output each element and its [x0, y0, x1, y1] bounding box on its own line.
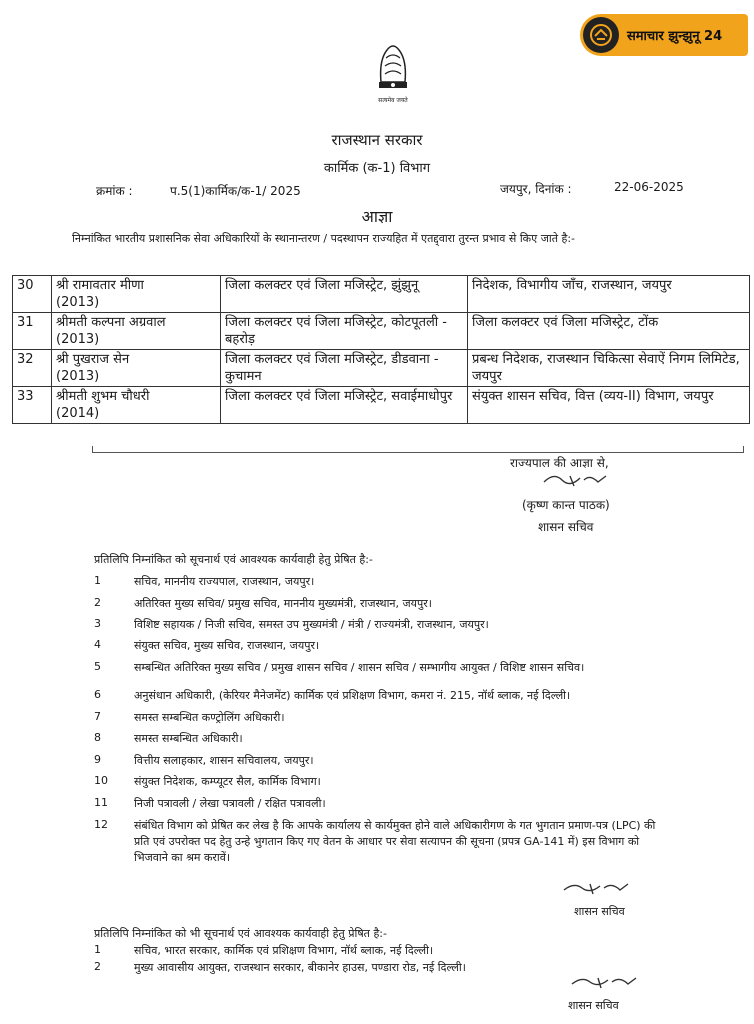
officer-batch: (2014) — [56, 406, 100, 421]
copy1-heading: प्रतिलिपि निम्नांकित को सूचनार्थ एवं आवश्यक कार्यवाही हेतु प्रेषित है:- — [94, 553, 373, 566]
new-post: जिला कलक्टर एवं जिला मजिस्ट्रेट, टोंक — [468, 313, 750, 350]
current-post: जिला कलक्टर एवं जिला मजिस्ट्रेट, सवाईमाधोपुर — [221, 387, 468, 424]
watermark-text: समाचार झुन्झुनू 24 — [627, 29, 723, 44]
current-post: जिला कलक्टर एवं जिला मजिस्ट्रेट, कोटपूतली - बहरोड़ — [221, 313, 468, 350]
ashoka-emblem-icon — [373, 38, 413, 94]
ref-label: क्रमांक : — [96, 184, 133, 198]
officer-cell — [52, 313, 221, 350]
signature-image — [560, 878, 630, 900]
table-row — [13, 276, 750, 313]
officer-name: श्रीमती शुभम चौधरी — [56, 389, 150, 404]
order-date: 22-06-2025 — [614, 180, 684, 194]
copy2-heading: प्रतिलिपि निम्नांकित को भी सूचनार्थ एवं आवश्यक कार्यवाही हेतु प्रेषित है:- — [94, 927, 387, 940]
officer-cell — [52, 276, 221, 313]
serial-no: 31 — [13, 313, 52, 350]
place-date-label: जयपुर, दिनांक : — [500, 182, 572, 196]
table-row — [13, 350, 750, 387]
signature-image — [568, 972, 638, 994]
officer-batch: (2013) — [56, 332, 100, 347]
current-post: जिला कलक्टर एवं जिला मजिस्ट्रेट, डीडवाना - कुचामन — [221, 350, 468, 387]
ref-value: प.5(1)कार्मिक/क-1/ 2025 — [170, 184, 301, 198]
officer-batch: (2013) — [56, 295, 100, 310]
new-post: निदेशक, विभागीय जाँच, राजस्थान, जयपुर — [468, 276, 750, 313]
table-row — [13, 313, 750, 350]
copy1-signatory-designation: शासन सचिव — [574, 905, 625, 918]
serial-no: 30 — [13, 276, 52, 313]
copy2-signatory-designation: शासन सचिव — [568, 999, 619, 1012]
current-post: जिला कलक्टर एवं जिला मजिस्ट्रेट, झुंझुनू — [221, 276, 468, 313]
signature-image — [540, 468, 610, 492]
emblem-motto: सत्यमेव जयते — [378, 97, 408, 104]
officer-batch: (2013) — [56, 369, 100, 384]
officer-name: श्री रामावतार मीणा — [56, 278, 144, 293]
state-emblem — [368, 38, 418, 104]
serial-no: 33 — [13, 387, 52, 424]
serial-no: 32 — [13, 350, 52, 387]
signatory-designation: शासन सचिव — [538, 520, 594, 534]
new-post: प्रबन्ध निदेशक, राजस्थान चिकित्सा सेवाऐं निगम लिमिटेड, जयपुर — [468, 350, 750, 387]
officer-name: श्री पुखराज सेन — [56, 352, 130, 367]
table-row — [13, 387, 750, 424]
order-intro: निम्नांकित भारतीय प्रशासनिक सेवा अधिकारियों के स्थानान्तरण / पदस्थापन राज्यहित में एतद्द्वारा तुरन्त प्रभाव से किए जाते है:- — [72, 232, 575, 245]
order-title: आज्ञा — [361, 207, 393, 226]
officer-cell — [52, 350, 221, 387]
signatory-name: (कृष्ण कान्त पाठक) — [522, 498, 610, 512]
watermark-logo-icon — [583, 17, 619, 53]
watermark-badge — [580, 14, 748, 56]
new-post: संयुक्त शासन सचिव, वित्त (व्यय-II) विभाग, जयपुर — [468, 387, 750, 424]
department-name: कार्मिक (क-1) विभाग — [323, 161, 431, 176]
transfer-table — [12, 275, 750, 424]
officer-name: श्रीमती कल्पना अग्रवाल — [56, 315, 166, 330]
table-bracket-line — [92, 446, 744, 453]
officer-cell — [52, 387, 221, 424]
by-order-text: राज्यपाल की आज्ञा से, — [510, 456, 609, 470]
government-name: राजस्थान सरकार — [331, 131, 423, 149]
